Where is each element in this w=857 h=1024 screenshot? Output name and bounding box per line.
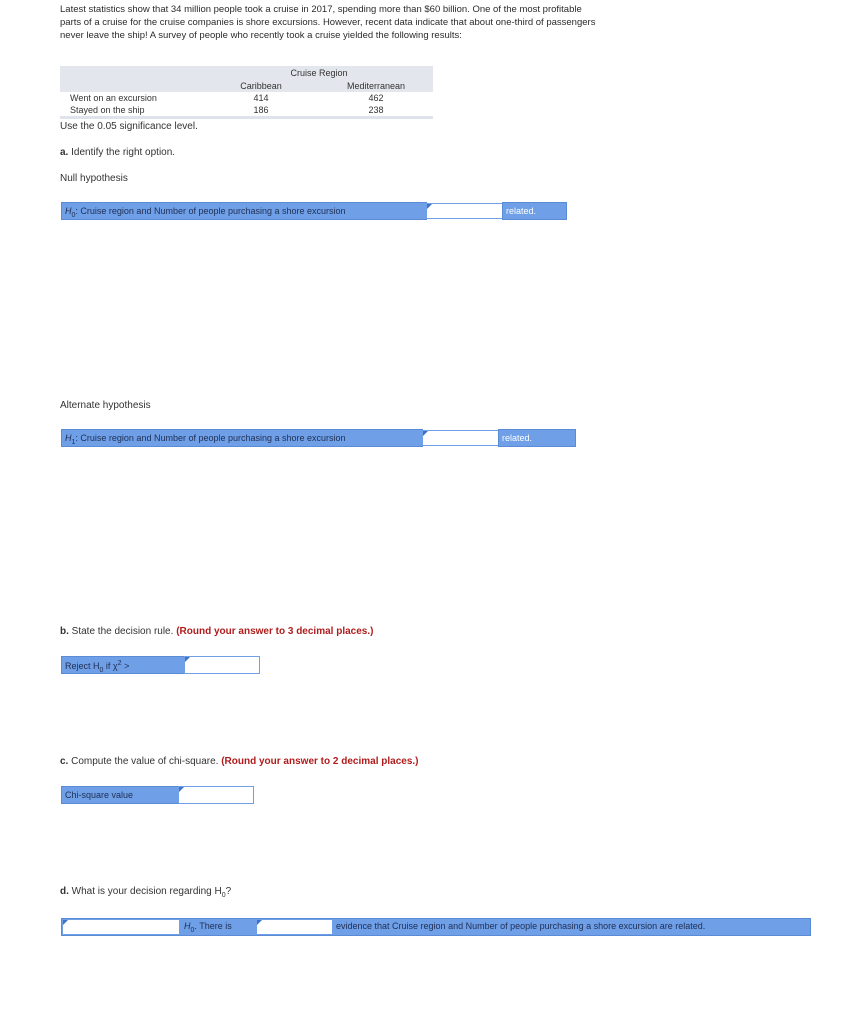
row-label-ship: Stayed on the ship xyxy=(70,105,145,115)
input-marker-icon xyxy=(185,657,190,662)
decision-rule-bar xyxy=(61,656,185,674)
dropdown-marker-icon xyxy=(63,920,68,925)
null-hypothesis-label: Null hypothesis xyxy=(60,173,128,184)
part-c-hint: (Round your answer to 2 decimal places.) xyxy=(221,756,419,767)
cell-mediterranean-excursion: 462 xyxy=(368,93,384,103)
dropdown-marker-icon xyxy=(423,431,428,436)
null-hypothesis-bar xyxy=(61,202,427,220)
part-a-letter: a. xyxy=(60,147,69,158)
chi-square-bar xyxy=(61,786,179,804)
decision-dropdown[interactable] xyxy=(62,919,180,935)
contingency-table xyxy=(60,66,433,119)
alternate-hypothesis-dropdown[interactable] xyxy=(422,430,499,446)
part-d-letter: d. xyxy=(60,886,69,897)
alternate-hypothesis-label: Alternate hypothesis xyxy=(60,400,151,411)
null-hypothesis-dropdown[interactable] xyxy=(426,203,503,219)
null-hypothesis-suffix-bar xyxy=(502,202,567,220)
part-b-prompt: State the decision rule. xyxy=(71,626,174,637)
dropdown-marker-icon xyxy=(257,920,262,925)
table-group-header: Cruise Region xyxy=(290,68,348,78)
chi-square-label: Chi-square value xyxy=(65,790,134,800)
column-header-caribbean: Caribbean xyxy=(240,81,282,91)
critical-value-input[interactable] xyxy=(184,656,260,674)
chi-square-input[interactable] xyxy=(178,786,254,804)
evidence-dropdown[interactable] xyxy=(256,919,333,935)
null-hypothesis-statement: $H_0$: Cruise region and Number of people purchasing a shore excursion xyxy=(65,206,346,219)
alternate-hypothesis-bar xyxy=(61,429,423,447)
alternate-hypothesis-suffix-bar xyxy=(498,429,576,447)
part-b-hint: (Round your answer to 3 decimal places.) xyxy=(176,626,374,637)
null-hypothesis-suffix: related. xyxy=(506,206,537,216)
problem-intro: Latest statistics show that 34 million people took a cruise in 2017, spending more than $60 billion. One of the most profitable parts of a cruise for the cruise companies is shore excursions. However, recent data indicate that about one-third of passengers never leave the ship! A survey of people who recently took a cruise yielded the following results: xyxy=(60,4,596,41)
part-a-prompt: Identify the right option. xyxy=(71,147,176,158)
alternate-hypothesis-statement: $H_1$: Cruise region and Number of people purchasing a shore excursion xyxy=(65,433,346,446)
part-c-question xyxy=(60,756,419,767)
cell-mediterranean-ship: 238 xyxy=(368,105,384,115)
significance-level: Use the 0.05 significance level. xyxy=(60,121,198,132)
part-a-question xyxy=(60,147,175,158)
part-c-prompt: Compute the value of chi-square. xyxy=(71,756,219,767)
part-b-question xyxy=(60,626,373,637)
decision-rule-label: Reject $H_0$ if $\chi^2$ > xyxy=(65,660,130,674)
alternate-hypothesis-suffix: related. xyxy=(502,433,533,443)
part-d-question xyxy=(60,886,231,899)
part-b-letter: b. xyxy=(60,626,69,637)
part-d-prompt: What is your decision regarding $H_0$? xyxy=(71,886,232,899)
decision-conclusion: evidence that Cruise region and Number of people purchasing a shore excursion are related. xyxy=(336,921,706,931)
column-header-mediterranean: Mediterranean xyxy=(346,81,406,91)
dropdown-marker-icon xyxy=(427,204,432,209)
table-bottom-rule xyxy=(60,116,433,119)
decision-h0-text: $H_0$. There is xyxy=(184,921,232,934)
cell-caribbean-ship: 186 xyxy=(253,105,269,115)
part-c-letter: c. xyxy=(60,756,69,767)
row-label-excursion: Went on an excursion xyxy=(70,93,157,103)
input-marker-icon xyxy=(179,787,184,792)
cell-caribbean-excursion: 414 xyxy=(253,93,269,103)
